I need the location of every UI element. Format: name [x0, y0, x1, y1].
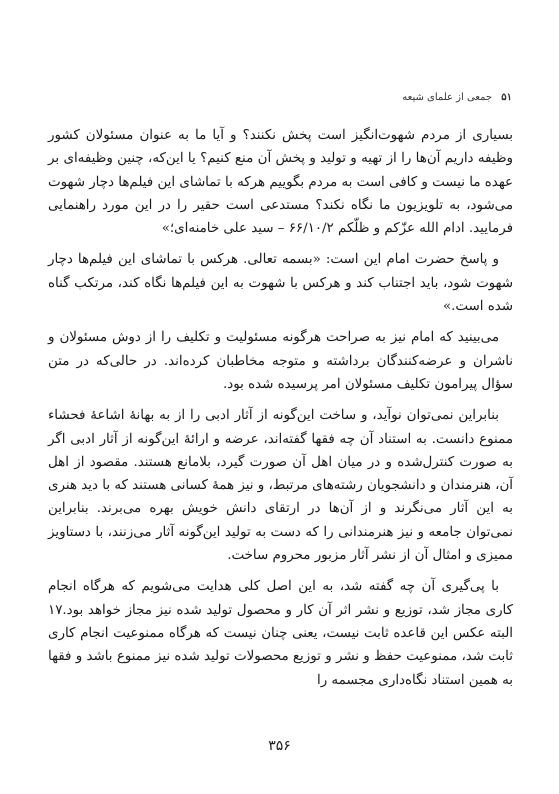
- paragraph-3: می‌بینید که امام نیز به صراحت هرگونه مسئولیت و تکلیف را از دوش مسئولان و ناشران و عرضه‌کنندگان برداشته و متوجه مخاطبان کرده‌اند. در حالی‌که در متن سؤال پیرامون تکلیف مسئولان امر پرسیده شده بود.: [48, 330, 513, 392]
- paragraph-2: و پاسخ حضرت امام این است: «بسمه تعالی. هرکس با تماشای این فیلم‌ها دچار شهوت شود، باید اجتناب کند و هرکس با شهوت به این فیلم‌ها نگاه کند، مرتکب گناه شده است.»: [48, 252, 513, 315]
- header-page-mark: ۵۱: [501, 92, 512, 103]
- running-head: [400, 92, 512, 103]
- running-title: جمعی از علمای شیعه: [402, 92, 493, 103]
- paragraph-1: بسیاری از مردم شهوت‌انگیز است پخش نکنند؟ و آیا ما به عنوان مسئولان کشور وظیفه داریم آن‌ها را از تهیه و تولید و پخش آن منع کنیم؟ یا این‌که، چنین وظیفه‌ای بر عهده ما نیست و کافی است به مردم بگوییم هرکه با تماشای این فیلم‌ها دچار شهوت می‌شود، به تلویزیون ما نگاه نکند؟ مستدعی است حقیر را در این مورد راهنمایی فرمایید. ادام الله عزّکم و ظلّکم ۶۶/۱۰/۲ – سید علی خامنه‌ای؛»: [48, 128, 513, 237]
- paragraph-4: بنابراین نمی‌توان نوآید، و ساخت این‌گونه از آثار ادبی را از به بهانهٔ اشاعهٔ فحشاء ممنوع دانست. به استناد آن چه فقها گفته‌اند، عرضه و ارائهٔ این‌گونه از آثار ادبی اگر به صورت کنترل‌شده و در میان اهل آن صورت گیرد، بلامانع هستند. مقصود از اهل آن، هنرمندان و دانشجویان رشته‌های مرتبط، و نیز همهٔ کسانی هستند که با دید هنری به این آثار می‌نگرند و از آن‌ها در ارتقای دانش خویش بهره می‌برند. بنابراین نمی‌توان جامعه و نیز هنرمندانی را که دست به تولید این‌گونه آثار می‌زنند، با دستاویز ممیزی و امثال آن از نشر آثار مزبور محروم ساخت.: [48, 408, 513, 564]
- body-text: [48, 124, 513, 700]
- paragraph-5: با پی‌گیری آن چه گفته شد، به این اصل کلی هدایت می‌شویم که هرگاه انجام کاری مجاز شد، توزیع و نشر اثر آن کار و محصول تولید شده نیز مجاز خواهد بود.۱۷ البته عکس این قاعده ثابت نیست، یعنی چنان نیست که هرگاه ممنوعیت انجام کاری ثابت شد، ممنوعیت حفظ و نشر و توزیع محصولات تولید شده نیز ممنوع باشد و فقها به همین استناد نگاه‌داری مجسمه را: [48, 579, 513, 688]
- page-number: ۳۵۶: [268, 738, 291, 754]
